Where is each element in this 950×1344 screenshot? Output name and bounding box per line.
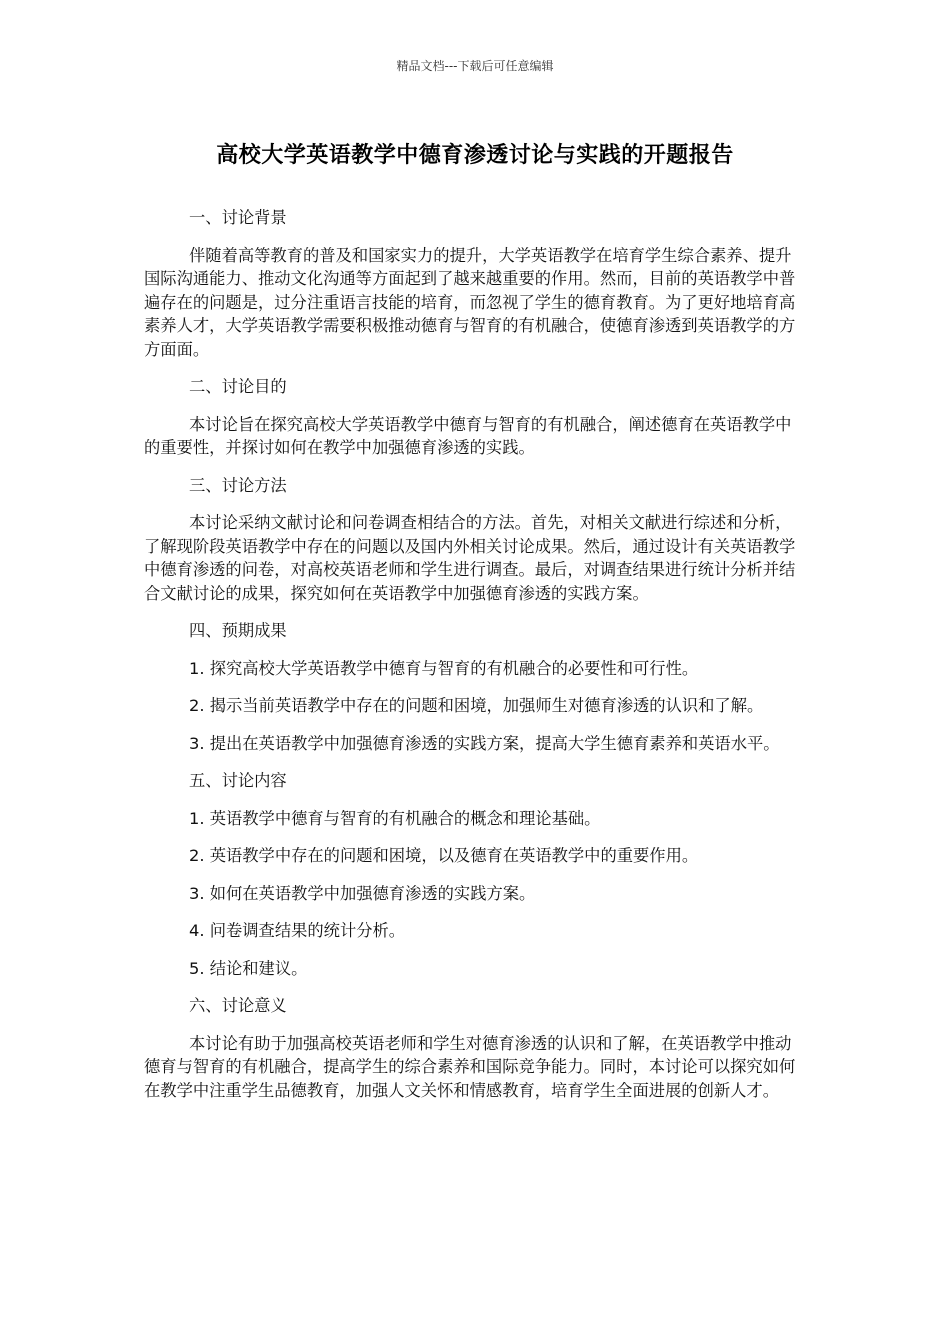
document-body: [144, 206, 806, 1102]
section-paragraph-significance: 本讨论有助于加强高校英语老师和学生对德育渗透的认识和了解，在英语教学中推动德育与智育的有机融合，提高学生的综合素养和国际竞争能力。同时，本讨论可以探究如何在教学中注重学生品德教育，加强人文关怀和情感教育，培育学生全面进展的创新人才。: [144, 1033, 796, 1100]
list-item: 2. 英语教学中存在的问题和困境，以及德育在英语教学中的重要作用。: [189, 846, 699, 865]
list-item: 1. 英语教学中德育与智育的有机融合的概念和理论基础。: [189, 808, 601, 828]
list-item: 2. 揭示当前英语教学中存在的问题和困境，加强师生对德育渗透的认识和了解。: [189, 696, 764, 715]
section-paragraph-purpose: 本讨论旨在探究高校大学英语教学中德育与智育的有机融合，阐述德育在英语教学中的重要性，并探讨如何在教学中加强德育渗透的实践。: [144, 414, 792, 457]
document-title: 高校大学英语教学中德育渗透讨论与实践的开题报告: [216, 143, 734, 168]
section-heading-purpose: 二、讨论目的: [189, 377, 287, 396]
section-heading-method: 三、讨论方法: [189, 475, 287, 495]
section-paragraph-background: 伴随着高等教育的普及和国家实力的提升，大学英语教学在培育学生综合素养、提升国际沟通能力、推动文化沟通等方面起到了越来越重要的作用。然而，目前的英语教学中普遍存在的问题是，过分注重语言技能的培育，而忽视了学生的德育教育。为了更好地培育高素养人才，大学英语教学需要积极推动德育与智育的有机融合，使德育渗透到英语教学的方方面面。: [144, 245, 796, 359]
section-heading-expected: 四、预期成果: [189, 621, 287, 640]
list-item: 5. 结论和建议。: [189, 958, 308, 978]
section-heading-significance: 六、讨论意义: [189, 996, 287, 1015]
list-item: 3. 提出在英语教学中加强德育渗透的实践方案，提高大学生德育素养和英语水平。: [189, 733, 780, 753]
section-heading-background: 一、讨论背景: [189, 208, 287, 227]
list-item: 3. 如何在英语教学中加强德育渗透的实践方案。: [189, 883, 536, 903]
list-item: 1. 探究高校大学英语教学中德育与智育的有机融合的必要性和可行性。: [189, 658, 699, 678]
list-item: 4. 问卷调查结果的统计分析。: [189, 921, 406, 940]
header-note: 精品文档---下载后可任意编辑: [396, 59, 554, 73]
section-paragraph-method: 本讨论采纳文献讨论和问卷调查相结合的方法。首先，对相关文献进行综述和分析，了解现阶段英语教学中存在的问题以及国内外相关讨论成果。然后，通过设计有关英语教学中德育渗透的问卷，对高校英语老师和学生进行调查。最后，对调查结果进行统计分析并结合文献讨论的成果，探究如何在英语教学中加强德育渗透的实践方案。: [144, 513, 796, 603]
section-heading-content: 五、讨论内容: [189, 771, 287, 790]
